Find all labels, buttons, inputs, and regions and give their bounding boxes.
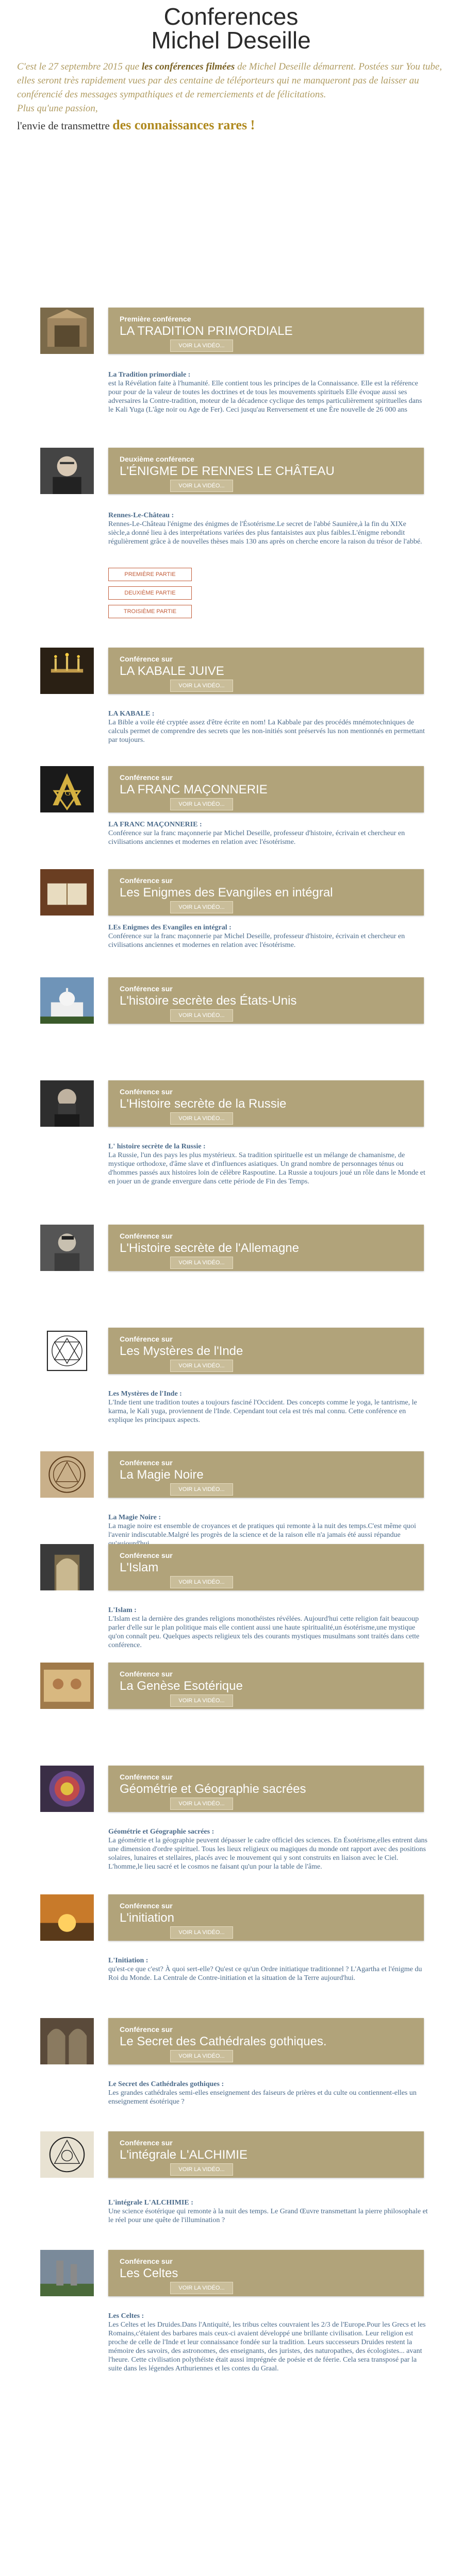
banner-kicker: Deuxième conférence	[120, 455, 194, 463]
watch-video-button[interactable]: VOIR LA VIDÉO...	[170, 1694, 233, 1707]
intro-text	[17, 60, 445, 115]
conference-banner	[108, 1080, 424, 1127]
conference-banner	[108, 1451, 424, 1498]
conference-description	[108, 2198, 428, 2225]
header	[0, 0, 462, 53]
description-text: Rennes-Le-Château l'énigme des énigmes de l'Ésotérisme.Le secret de l'abbé Saunière,à la fin du XIXe siècle,a donné lieu à des interprétations variées des plus fantaisistes aux plus faibles.L'énigme rebondit régulièrement grâce à de nouvelles thèses mais 130 ans après on cherche encore la raison du trésor de l'abbé.	[108, 520, 422, 546]
part-button-1[interactable]: PREMIÈRE PARTIE	[108, 568, 192, 581]
conference-banner	[108, 1766, 424, 1812]
part-button-3[interactable]: TROISIÈME PARTIE	[108, 605, 192, 618]
circle-thumbnail[interactable]	[28, 1451, 106, 1498]
description-text: L'Islam est la dernière des grandes religions monothéistes révélées. Aujourd'hui cette religion fait beaucoup parler d'elle sur le plan politique mais elle contient aussi une haute spiritualité,un ésotérisme,une mystique qu'on connaît peu. Quelques aspects religieux tels des courants mystiques musulmans sont traités dans cette conférence.	[108, 1615, 420, 1649]
conference-banner	[108, 2018, 424, 2064]
tagline-bold: des connaissances rares !	[112, 117, 255, 132]
banner-title: LA KABALE JUIVE	[120, 664, 224, 678]
portrait-thumbnail[interactable]	[28, 448, 106, 494]
banner-kicker: Conférence sur	[120, 876, 173, 885]
conference-description	[108, 1956, 428, 1982]
description-heading: Le Secret des Cathédrales gothiques :	[108, 2080, 224, 2088]
description-text: Une science ésotérique qui remonte à la nuit des temps. Le Grand Œuvre transmettant la pierre philosophale et le réel pour une quête de l'illumination ?	[108, 2208, 428, 2224]
description-text: qu'est-ce que c'est? À quoi sert-elle? Qu'est ce qu'un Ordre initiatique traditionnel ? L'Agartha et l'énigme du Roi du Monde. La Centrale de Contre-initiation et la situation de la Terre aujourd'hui.	[108, 1965, 422, 1982]
sunrise-thumbnail[interactable]	[28, 1894, 106, 1941]
rose-thumbnail[interactable]	[28, 1766, 106, 1812]
conference-description	[108, 1513, 428, 1548]
watch-video-button[interactable]: VOIR LA VIDÉO...	[170, 798, 233, 810]
conference-banner	[108, 766, 424, 812]
description-text: La Bible a voile été cryptée assez d'être écrite en nom! La Kabbale par des procédés mnémotechniques de calculs permet de comprendre des secrets que les non-initiés sont préservés lus non mentionnés en permettant par toujours.	[108, 719, 425, 744]
description-heading: Rennes-Le-Château :	[108, 512, 174, 519]
description-text: Les Celtes et les Druides.Dans l'Antiquité, les tribus celtes couvraient les 2/3 de l'Europe.Pour les Grecs et les Romains,c'étaient des barbares mais ceux-ci avaient développé une brillante civilisation. Leur religion est proche de celle de l'Inde et leur connaissance fondée sur la tradition. Leurs successeurs Druides restent la mémoire des savoirs, des astronomes, des enseignants, des juristes, des naturopathes, des écologistes... avant l'heure. Cette civilisation polythéiste était aussi imprégnée de poésie et de féerie. Cela sera transposé par la suite dans les légendes Arthuriennes et les contes du Graal.	[108, 2321, 426, 2372]
description-text: Conférence sur la franc maçonnerie par Michel Deseille, professeur d'histoire, écrivain et chercheur en civilisations anciennes et modernes en relation avec l'ésotérisme.	[108, 829, 405, 846]
arch-thumbnail[interactable]	[28, 1544, 106, 1590]
description-heading: L' histoire secrète de la Russie :	[108, 1143, 206, 1150]
description-text: Conférence sur la franc maçonnerie par Michel Deseille, professeur d'histoire, écrivain et chercheur en civilisations anciennes et modernes en relation avec l'ésotérisme.	[108, 933, 405, 949]
description-text: est la Révélation faite à l'humanité. Elle contient tous les principes de la Connaissance. Elle est la référence pour pour de la valeur de toutes les doctrines et de tous les mouvements spirituels Elle évoque aussi ses adversaires la Contre-tradition, moteur de la décadence cyclique des temps particulièrement spirituelles dans le Kali Yuga (L'âge noir ou Age de Fer). Ceci jusqu'au Renversement et une Ère nouvelle de 26 000 ans	[108, 380, 422, 414]
conference-banner	[108, 1328, 424, 1374]
part-button-2[interactable]: DEUXIÈME PARTIE	[108, 586, 192, 600]
svg-text:G: G	[64, 788, 71, 798]
candle-thumbnail[interactable]	[28, 648, 106, 694]
banner-title: L'Islam	[120, 1561, 159, 1574]
banner-title: LA FRANC MAÇONNERIE	[120, 783, 268, 796]
banner-kicker: Conférence sur	[120, 2025, 173, 2033]
banner-title: Le Secret des Cathédrales gothiques.	[120, 2035, 327, 2048]
intro-rest: de Michel Deseille démarrent. Postées sur You tube, elles seront très rapidement vues par des centaine de téléporteurs qui ne manqueront pas de laisser au conférencié des messages sympathiques et de remerciements et de félicitations.	[17, 61, 442, 100]
conference-banner	[108, 1225, 424, 1271]
conference-banner	[108, 2250, 424, 2296]
capitol-thumbnail[interactable]	[28, 977, 106, 1024]
banner-title: La Genèse Esotérique	[120, 1679, 243, 1693]
watch-video-button[interactable]: VOIR LA VIDÉO...	[170, 1257, 233, 1269]
rasputin-thumbnail[interactable]	[28, 1080, 106, 1127]
description-heading: L'Initiation :	[108, 1957, 148, 1964]
intro-tail: Plus qu'une passion,	[17, 103, 98, 114]
conference-description	[108, 2080, 428, 2106]
conference-description	[108, 370, 428, 414]
watch-video-button[interactable]: VOIR LA VIDÉO...	[170, 340, 233, 352]
banner-kicker: Conférence sur	[120, 1459, 173, 1467]
banner-kicker: Conférence sur	[120, 1232, 173, 1240]
tagline	[17, 118, 445, 132]
conference-description	[108, 1827, 428, 1871]
conference-banner	[108, 648, 424, 694]
description-text: Les grandes cathédrales semi-elles enseignement des faiseurs de prières et du culte ou contiennent-elles un enseignement ésotérique ?	[108, 2089, 417, 2106]
book-thumbnail[interactable]	[28, 869, 106, 916]
watch-video-button[interactable]: VOIR LA VIDÉO...	[170, 2050, 233, 2062]
yantra-thumbnail[interactable]	[28, 1328, 106, 1374]
banner-kicker: Conférence sur	[120, 1551, 173, 1560]
conference-banner	[108, 869, 424, 916]
description-heading: Géométrie et Géographie sacrées :	[108, 1828, 214, 1836]
watch-video-button[interactable]: VOIR LA VIDÉO...	[170, 1798, 233, 1810]
banner-kicker: Conférence sur	[120, 1902, 173, 1910]
banner-kicker: Conférence sur	[120, 2257, 173, 2265]
banner-title: L'intégrale L'ALCHIMIE	[120, 2148, 248, 2162]
watch-video-button[interactable]: VOIR LA VIDÉO...	[170, 1926, 233, 1939]
conference-banner	[108, 308, 424, 354]
description-heading: LA KABALE :	[108, 710, 155, 718]
watch-video-button[interactable]: VOIR LA VIDÉO...	[170, 1112, 233, 1125]
watch-video-button[interactable]: VOIR LA VIDÉO...	[170, 1483, 233, 1496]
banner-title: Géométrie et Géographie sacrées	[120, 1782, 306, 1796]
banner-title: L'ÉNIGME DE RENNES LE CHÂTEAU	[120, 464, 335, 478]
banner-kicker: Conférence sur	[120, 1335, 173, 1343]
watch-video-button[interactable]: VOIR LA VIDÉO...	[170, 901, 233, 913]
banner-kicker: Première conférence	[120, 315, 191, 323]
banner-kicker: Conférence sur	[120, 1773, 173, 1781]
conference-description	[108, 1606, 428, 1650]
conference-description	[108, 2312, 428, 2373]
banner-kicker: Conférence sur	[120, 985, 173, 993]
description-text: La magie noire est ensemble de croyances et de pratiques qui remonte à la nuit des temps.C'est même quoi l'avenir indiscutable.Malgré les progrès de la science et de la raison elle n'a jamais été aussi répandue	[108, 1522, 416, 1539]
description-heading: La Magie Noire :	[108, 1514, 161, 1521]
banner-title: L'histoire secrète des États-Unis	[120, 994, 297, 1008]
description-heading: La Tradition primordiale :	[108, 371, 191, 379]
description-heading: LEs Enigmes des Evangiles en intégral :	[108, 924, 232, 931]
banner-title: Les Mystères de l'Inde	[120, 1344, 243, 1358]
nave-thumbnail[interactable]	[28, 2018, 106, 2064]
banner-title: L'Histoire secrète de la Russie	[120, 1097, 287, 1111]
watch-video-button[interactable]: VOIR LA VIDÉO...	[170, 1009, 233, 1022]
banner-kicker: Conférence sur	[120, 1670, 173, 1678]
conference-banner	[108, 448, 424, 494]
page-title: Conferences	[163, 3, 299, 30]
banner-title: Les Celtes	[120, 2266, 178, 2280]
watch-video-button[interactable]: VOIR LA VIDÉO...	[170, 1360, 233, 1372]
conference-banner	[108, 2131, 424, 2178]
conference-description	[108, 511, 428, 546]
page-subtitle: Michel Deseille	[151, 27, 311, 54]
conference-description	[108, 1389, 428, 1425]
banner-kicker: Conférence sur	[120, 655, 173, 663]
watch-video-button[interactable]: VOIR LA VIDÉO...	[170, 2282, 233, 2294]
banner-kicker: Conférence sur	[120, 2139, 173, 2147]
banner-title: LA TRADITION PRIMORDIALE	[120, 324, 293, 338]
watch-video-button[interactable]: VOIR LA VIDÉO...	[170, 680, 233, 692]
watch-video-button[interactable]: VOIR LA VIDÉO...	[170, 2163, 233, 2176]
tagline-prefix: l'envie de transmettre	[17, 120, 113, 132]
temple-thumbnail[interactable]	[28, 308, 106, 354]
description-text: La Russie, l'un des pays les plus mystérieux. Sa tradition spirituelle est un mélange de chamanisme, de mystique orthodoxe, d'âme slave et d'influences asiatiques. Un grand nombre de personnages ténus ou d'hommes passés aux histoires loin de célèbre Raspoutine. La Russie a toujours joué un rôle dans le Monde et en jouer un de grande envergure dans cette période de Fin des Temps.	[108, 1151, 425, 1185]
watch-video-button[interactable]: VOIR LA VIDÉO...	[170, 1576, 233, 1588]
banner-kicker: Conférence sur	[120, 1088, 173, 1096]
intro-prefix: C'est le 27 septembre 2015 que	[17, 61, 142, 72]
menhir-thumbnail[interactable]	[28, 2250, 106, 2296]
fresco-thumbnail[interactable]	[28, 1663, 106, 1709]
watch-video-button[interactable]: VOIR LA VIDÉO...	[170, 480, 233, 492]
banner-title: L'initiation	[120, 1911, 174, 1925]
conference-description	[108, 820, 428, 846]
conference-banner	[108, 1544, 424, 1590]
banner-title: La Magie Noire	[120, 1468, 204, 1482]
description-heading: Les Mystères de l'Inde :	[108, 1390, 182, 1398]
description-text: La géométrie et la géographie peuvent dépasser le cadre officiel des sciences. En Ésotérisme,elles entrent dans une dimension d'ordre spirituel. Tous les lieux religieux ou magiques du monde ont rapport avec des positions solaires, lunaires et stellaires, placés avec le mouvement qui y sont construits en liaison avec le Ciel. L'homme,le lieu sacré et le cosmos ne faisant qu'un pour la table de l'âme.	[108, 1837, 427, 1871]
description-heading: LA FRANC MAÇONNERIE :	[108, 821, 202, 828]
banner-kicker: Conférence sur	[120, 773, 173, 782]
description-text: L'Inde tient une tradition toutes a toujours fasciné l'Occident. Des concepts comme le yoga, le tantrisme, le karma, le Kali yuga, proviennent de l'Inde. Cependant tout cela est trés mal connu. Cette conférence en explique les principaux aspects.	[108, 1399, 417, 1424]
conference-description	[108, 709, 428, 744]
description-heading: L'intégrale L'ALCHIMIE :	[108, 2199, 193, 2207]
emblem-thumbnail[interactable]	[28, 2131, 106, 2178]
banner-title: L'Histoire secrète de l'Allemagne	[120, 1241, 299, 1255]
conference-banner	[108, 977, 424, 1024]
hitler-thumbnail[interactable]	[28, 1225, 106, 1271]
intro-bold: les conférences filmées	[141, 61, 235, 72]
banner-title: Les Enigmes des Evangiles en intégral	[120, 886, 333, 900]
conference-banner	[108, 1663, 424, 1709]
description-heading: L'Islam :	[108, 1606, 137, 1614]
conference-banner	[108, 1894, 424, 1941]
conference-description	[108, 923, 428, 950]
description-heading: Les Celtes :	[108, 2312, 144, 2320]
compass-thumbnail[interactable]	[28, 766, 106, 812]
conference-description	[108, 1142, 428, 1186]
